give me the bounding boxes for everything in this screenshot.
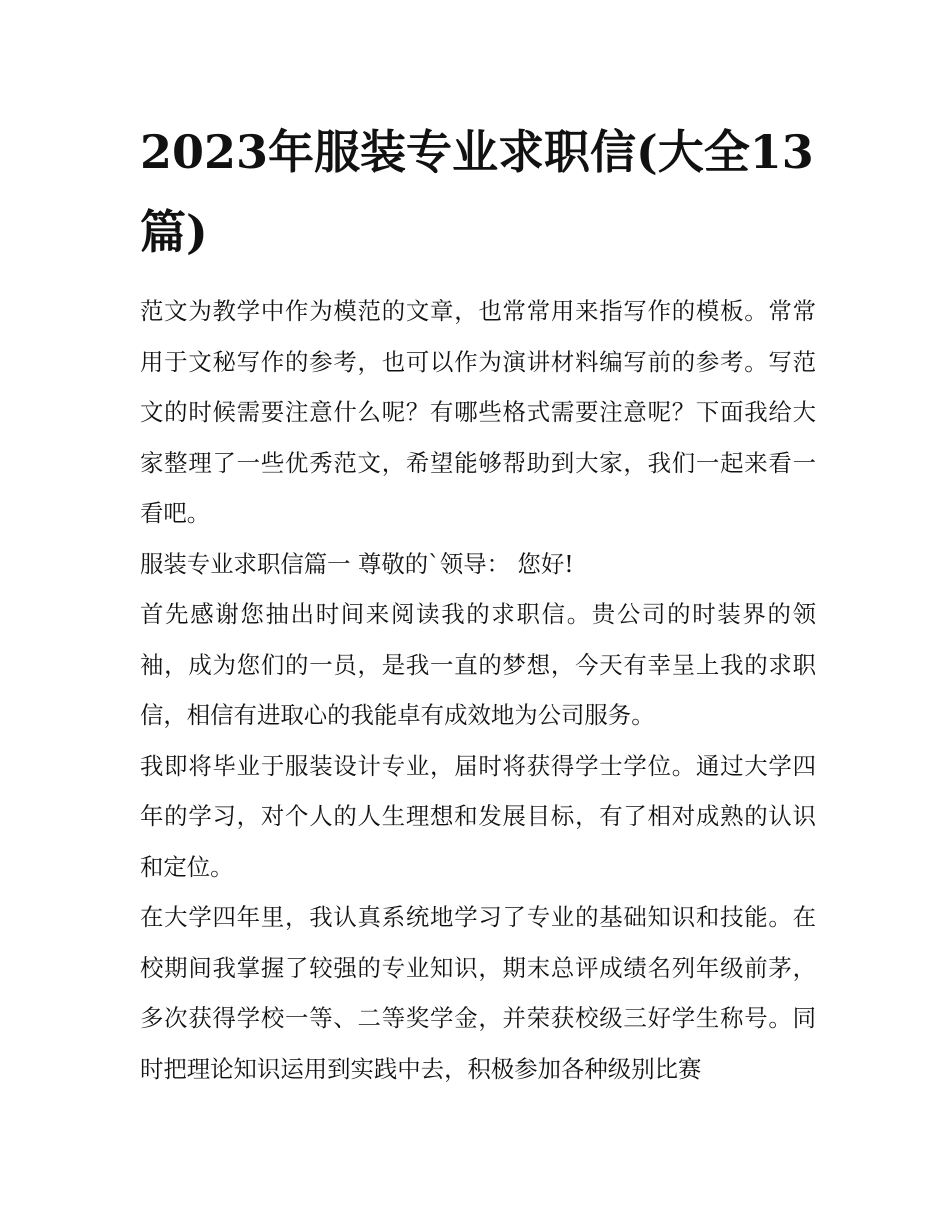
document-title: 2023年服装专业求职信(大全13篇) bbox=[140, 125, 814, 259]
paragraph-achievements: 在大学四年里，我认真系统地学习了专业的基础知识和技能。在校期间我掌握了较强的专业知识，期末总评成绩名列年级前茅，多次获得学校一等、二等奖学金，并荣获校级三好学生称号。同时把理论知识运用到实践中去，积极参加各种级别比赛 bbox=[140, 903, 816, 1083]
paragraph-education: 我即将毕业于服装设计专业，届时将获得学士学位。通过大学四年的学习，对个人的人生理想和发展目标，有了相对成熟的认识和定位。 bbox=[140, 751, 816, 881]
paragraph-salutation: 服装专业求职信篇一 尊敬的`领导： 您好! bbox=[140, 549, 574, 578]
document-page bbox=[140, 112, 816, 1094]
paragraph-opening: 首先感谢您抽出时间来阅读我的求职信。贵公司的时装界的领袖，成为您们的一员，是我一直的梦想，今天有幸呈上我的求职信，相信有进取心的我能卓有成效地为公司服务。 bbox=[140, 600, 816, 729]
paragraph-intro: 范文为教学中作为模范的文章，也常常用来指写作的模板。常常用于文秘写作的参考，也可以作为演讲材料编写前的参考。写范文的时候需要注意什么呢？有哪些格式需要注意呢？下面我给大家整理了一些优秀范文，希望能够帮助到大家，我们一起来看一看吧。 bbox=[140, 297, 816, 527]
